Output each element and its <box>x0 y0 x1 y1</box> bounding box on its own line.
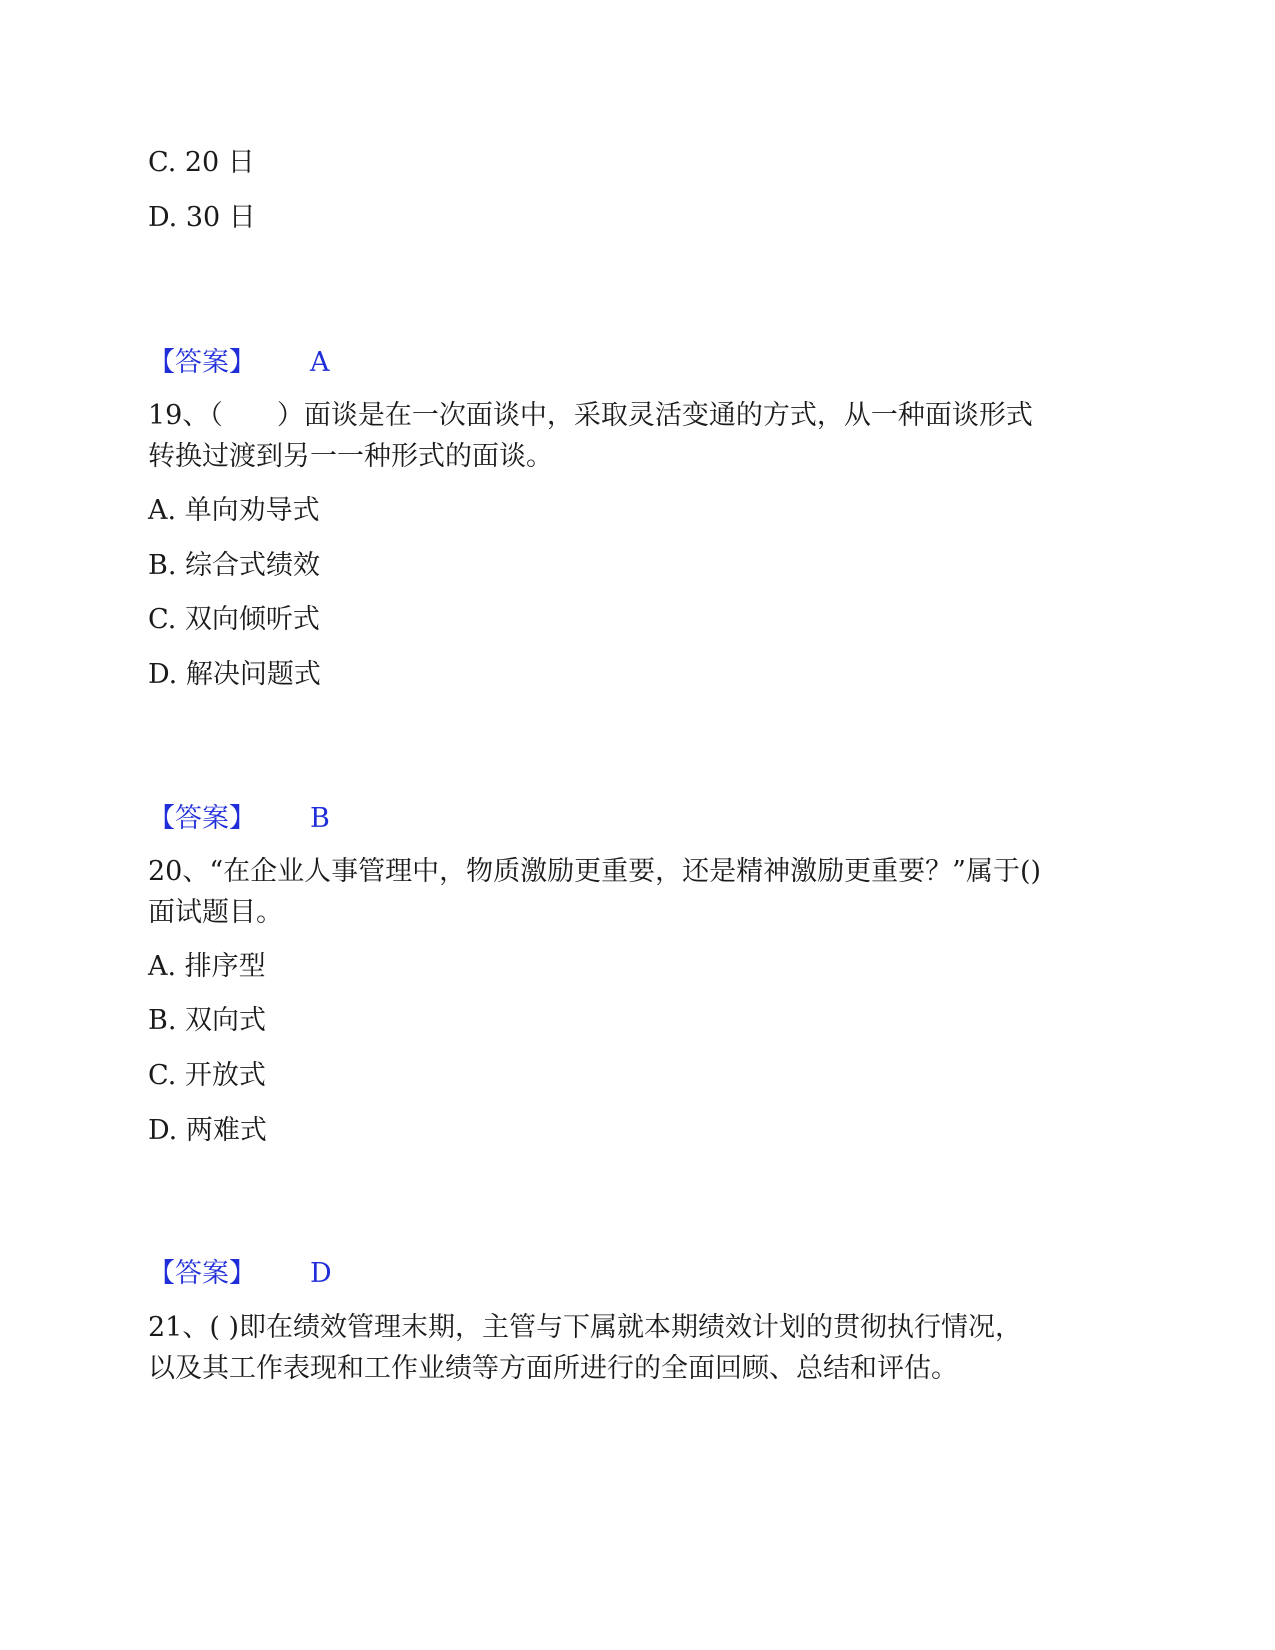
q20-option-b: B. 双向式 <box>148 1005 267 1036</box>
q19-option-b: B. 综合式绩效 <box>148 550 321 581</box>
q20-stem-line1: 20、“在企业人事管理中，物质激励更重要，还是精神激励更重要？”属于() <box>148 856 1042 887</box>
q20-option-c: C. 开放式 <box>148 1060 266 1091</box>
q20-stem-line2: 面试题目。 <box>148 897 283 928</box>
answer-value: B <box>310 803 330 834</box>
answer-label: 【答案】 <box>148 803 256 834</box>
q20-option-a: A. 排序型 <box>148 951 266 982</box>
q20-option-d: D. 两难式 <box>148 1115 267 1146</box>
q18-answer <box>148 346 330 380</box>
q19-option-d: D. 解决问题式 <box>148 659 321 690</box>
q20-answer <box>148 1257 332 1291</box>
answer-label: 【答案】 <box>148 347 256 378</box>
q21-stem-line1: 21、( )即在绩效管理末期，主管与下属就本期绩效计划的贯彻执行情况， <box>148 1312 1023 1343</box>
answer-label: 【答案】 <box>148 1258 256 1289</box>
q19-stem-line2: 转换过渡到另一一种形式的面谈。 <box>148 441 553 472</box>
q19-stem-line1: 19、（ ）面谈是在一次面谈中，采取灵活变通的方式，从一种面谈形式 <box>148 400 1033 431</box>
q18-option-d: D. 30 日 <box>148 202 256 233</box>
q18-option-c: C. 20 日 <box>148 147 255 178</box>
q19-option-c: C. 双向倾听式 <box>148 604 320 635</box>
answer-value: D <box>310 1258 332 1289</box>
answer-value: A <box>310 347 330 378</box>
q21-stem-line2: 以及其工作表现和工作业绩等方面所进行的全面回顾、总结和评估。 <box>148 1353 958 1384</box>
q19-option-a: A. 单向劝导式 <box>148 495 320 526</box>
q19-answer <box>148 802 330 836</box>
